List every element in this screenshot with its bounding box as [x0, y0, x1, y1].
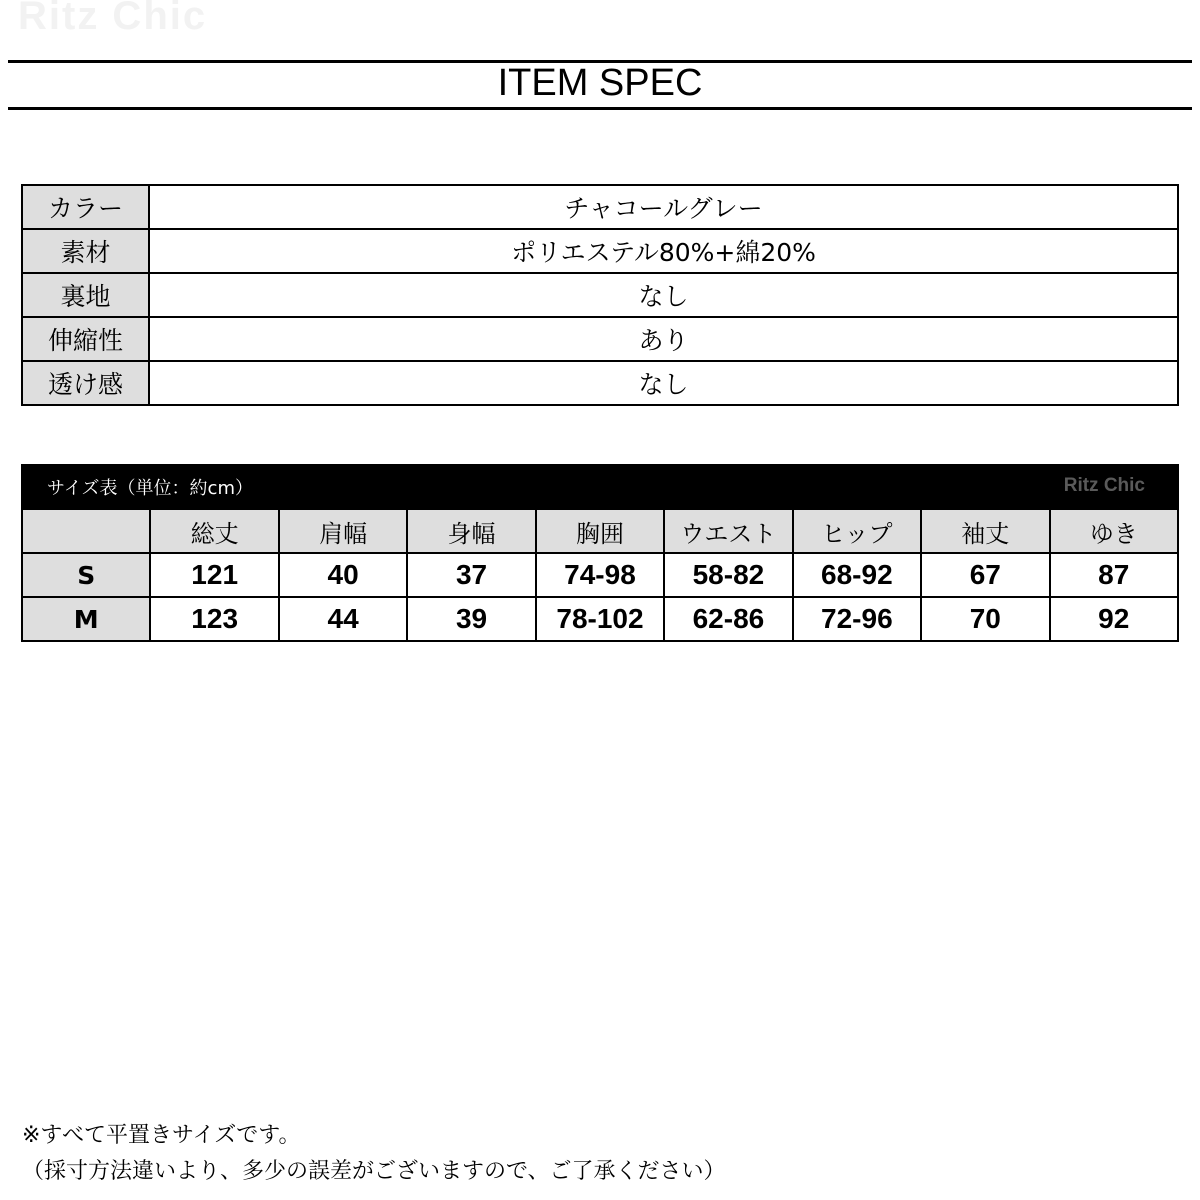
size-value: 92 [1050, 597, 1179, 641]
size-value: 121 [150, 553, 278, 597]
size-value: 72-96 [793, 597, 921, 641]
size-value: 37 [407, 553, 535, 597]
size-value: 78-102 [536, 597, 664, 641]
size-value: 70 [921, 597, 1049, 641]
column-header: 身幅 [407, 509, 535, 553]
note-flat-measurement: ※すべて平置きサイズです。 [22, 1123, 301, 1148]
column-header: 肩幅 [279, 509, 407, 553]
spec-row-color [22, 185, 1178, 229]
size-value: 74-98 [536, 553, 664, 597]
size-row-s [22, 553, 1178, 597]
spec-value: ポリエステル80%+綿20% [149, 229, 1178, 273]
size-label: M [22, 597, 150, 641]
column-header: ゆき [1050, 509, 1179, 553]
size-value: 68-92 [793, 553, 921, 597]
size-table [21, 508, 1179, 642]
spec-row-material [22, 229, 1178, 273]
size-value: 62-86 [664, 597, 792, 641]
size-table-column-headers [22, 509, 1178, 553]
spec-row-lining [22, 273, 1178, 317]
spec-label: 透け感 [22, 361, 149, 405]
column-header: 総丈 [150, 509, 278, 553]
column-header: ヒップ [793, 509, 921, 553]
spec-label: 裏地 [22, 273, 149, 317]
size-value: 67 [921, 553, 1049, 597]
column-header-empty [22, 509, 150, 553]
page-title: ITEM SPEC [497, 62, 703, 104]
spec-value: チャコールグレー [149, 185, 1178, 229]
watermark-logo: Ritz Chic [18, 0, 208, 38]
spec-label: 伸縮性 [22, 317, 149, 361]
size-value: 40 [279, 553, 407, 597]
spec-row-sheerness [22, 361, 1178, 405]
size-value: 123 [150, 597, 278, 641]
spec-row-stretch [22, 317, 1178, 361]
size-value: 44 [279, 597, 407, 641]
column-header: 胸囲 [536, 509, 664, 553]
spec-label: 素材 [22, 229, 149, 273]
spec-value: あり [149, 317, 1178, 361]
size-label: S [22, 553, 150, 597]
brand-label: Ritz Chic [1063, 475, 1145, 496]
spec-table [21, 184, 1179, 406]
size-value: 58-82 [664, 553, 792, 597]
spec-label: カラー [22, 185, 149, 229]
note-measurement-disclaimer: （採寸方法違いより、多少の誤差がございますので、ご了承ください） [22, 1159, 726, 1184]
size-value: 87 [1050, 553, 1179, 597]
spec-value: なし [149, 273, 1178, 317]
size-table-header-bar [21, 464, 1179, 508]
column-header: 袖丈 [921, 509, 1049, 553]
bottom-rule [8, 107, 1192, 110]
size-value: 39 [407, 597, 535, 641]
size-table-caption: サイズ表（単位：約cm） [47, 478, 253, 499]
spec-value: なし [149, 361, 1178, 405]
column-header: ウエスト [664, 509, 792, 553]
size-row-m [22, 597, 1178, 641]
